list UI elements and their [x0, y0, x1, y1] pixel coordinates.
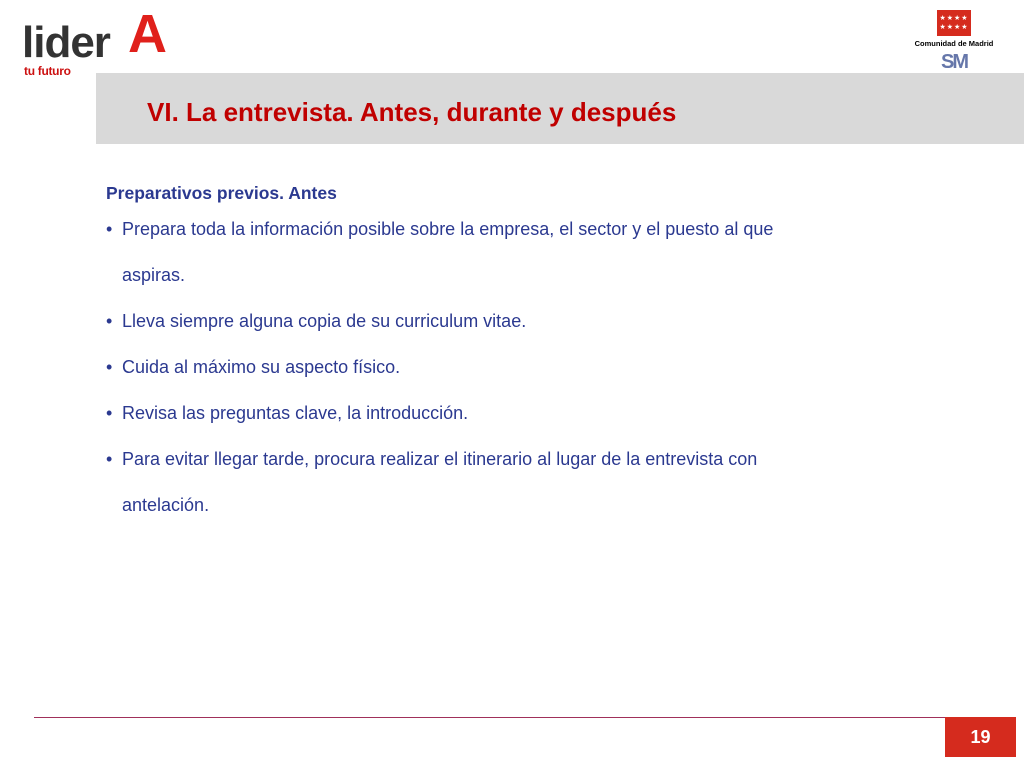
bullet-text: Revisa las preguntas clave, la introducción.: [122, 403, 469, 423]
madrid-flag-icon: [937, 10, 971, 36]
bullet-dot: •: [106, 311, 113, 331]
bullet-dot: •: [106, 219, 113, 239]
bullet-text: Prepara toda la información posible sobre la empresa, el sector y el puesto al que: [122, 219, 774, 239]
flag-stars-top: ★★★★: [939, 14, 969, 22]
bullet-dot: •: [106, 403, 113, 423]
institution-name: Comunidad de Madrid: [914, 39, 994, 48]
lider-logo-tagline: tu futuro: [24, 64, 71, 78]
sm-mark-icon: SM: [941, 51, 967, 73]
bullet-text: Lleva siempre alguna copia de su curriculum vitae.: [122, 311, 527, 331]
slide-content: [106, 180, 986, 528]
bullet-text-continued: antelación.: [122, 495, 210, 515]
bullet-list: [106, 206, 986, 528]
title-band: [96, 73, 1024, 144]
bullet-text-continued: aspiras.: [122, 265, 186, 285]
bullet-item: [106, 390, 986, 436]
bullet-text: Cuida al máximo su aspecto físico.: [122, 357, 401, 377]
section-subheading: Preparativos previos. Antes: [106, 183, 337, 203]
slide-title: VI. La entrevista. Antes, durante y después: [147, 97, 677, 127]
page-number-badge: [945, 717, 1016, 757]
bullet-text: Para evitar llegar tarde, procura realizar el itinerario al lugar de la entrevista con: [122, 449, 758, 469]
comunidad-madrid-logo: [906, 6, 1002, 76]
lider-logo-letter: A: [128, 4, 167, 64]
bullet-dot: •: [106, 357, 113, 377]
page-number: 19: [970, 726, 991, 747]
footer-divider: [34, 717, 989, 718]
lider-logo-word: lider: [22, 18, 110, 67]
bullet-item: [106, 206, 986, 298]
lider-logo: [22, 4, 182, 80]
bullet-item: [106, 344, 986, 390]
flag-stars-bottom: ★★★★: [939, 23, 969, 31]
bullet-item: [106, 298, 986, 344]
bullet-item: [106, 436, 986, 528]
bullet-dot: •: [106, 449, 113, 469]
